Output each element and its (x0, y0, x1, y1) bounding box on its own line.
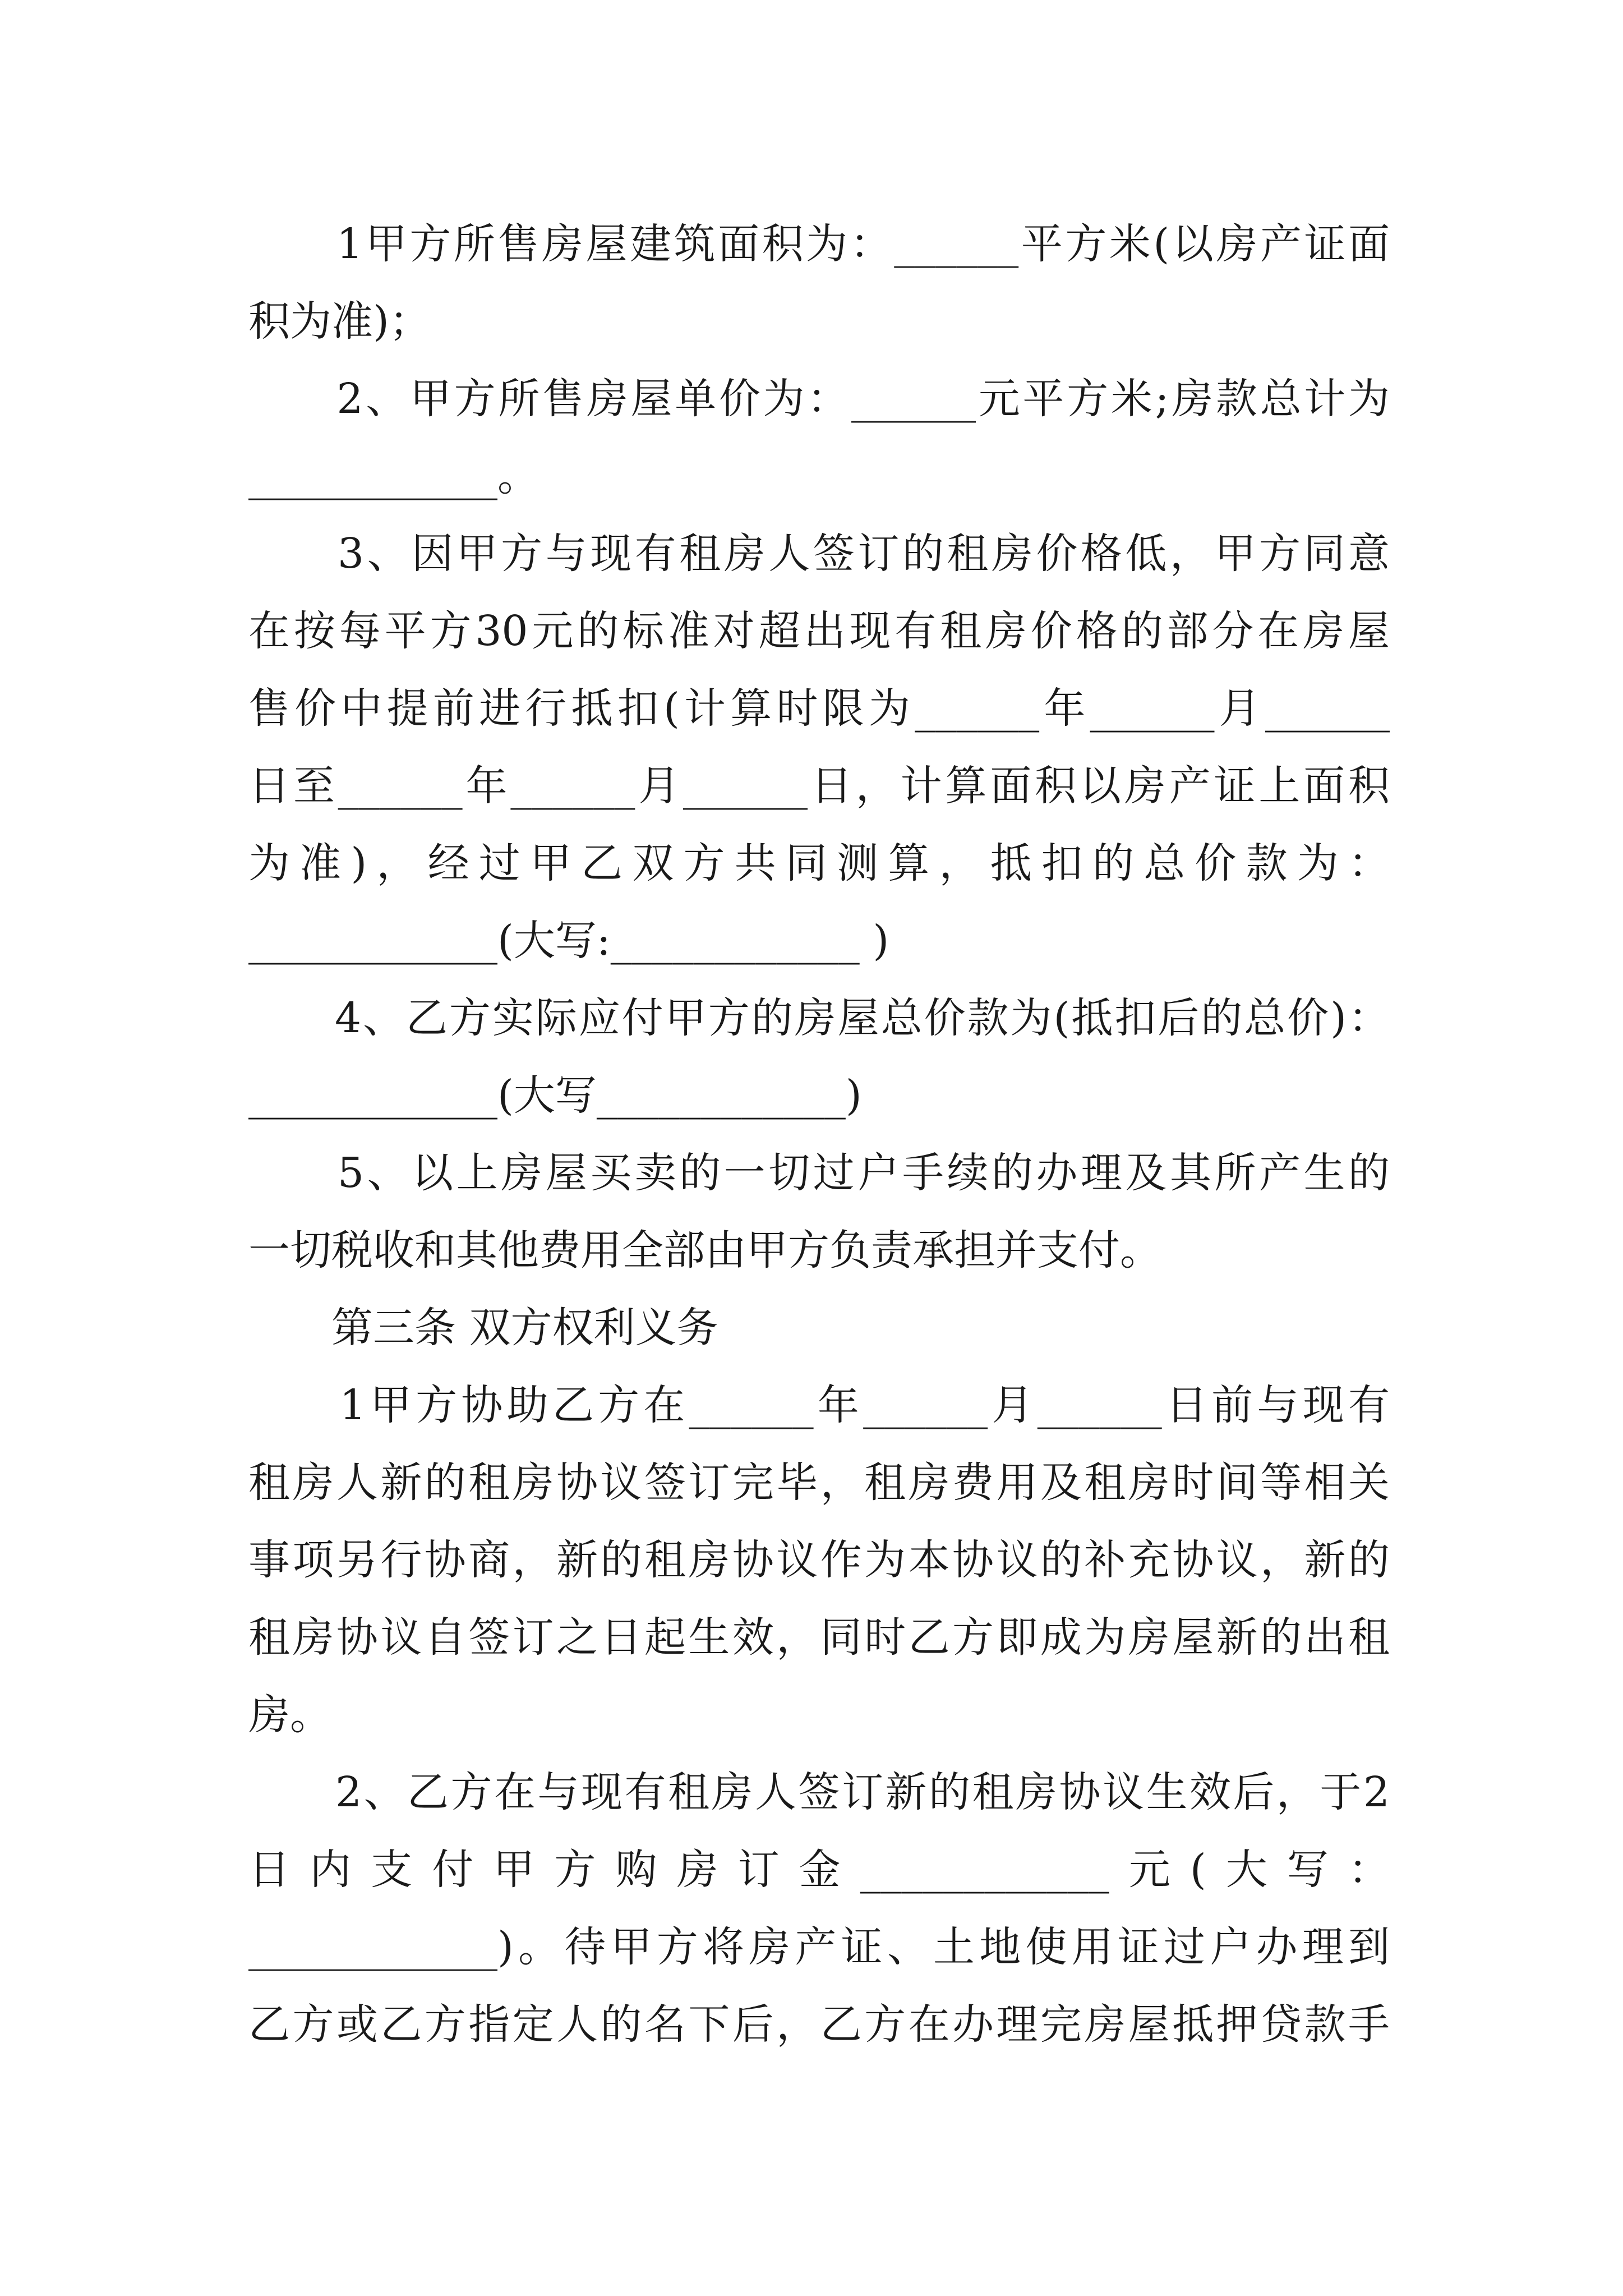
text-line: 租房人新的租房协议签订完毕，租房费用及租房时间等相关 (248, 1458, 1390, 1507)
text-line: 1甲方所售房屋建筑面积为：______平方米(以房产证面 (248, 220, 1390, 268)
text-line: ____________)。待甲方将房产证、土地使用证过户办理到 (248, 1923, 1390, 1971)
text-line: 5、以上房屋买卖的一切过户手续的办理及其所产生的 (248, 1149, 1390, 1197)
text-line: 3、因甲方与现有租房人签订的租房价格低，甲方同意 (248, 530, 1390, 578)
text-line: ____________(大写____________) (248, 1071, 862, 1120)
text-line: 2、甲方所售房屋单价为：______元平方米;房款总计为 (248, 375, 1390, 423)
text-line: 积为准)； (248, 297, 431, 346)
text-line: 为准)，经过甲乙双方共同测算，抵扣的总价款为： (248, 839, 1390, 887)
text-line: 日至______年______月______日，计算面积以房产证上面积 (248, 762, 1390, 810)
text-line: 房。 (248, 1691, 331, 1739)
text-line: 2、乙方在与现有租房人签订新的租房协议生效后，于2 (248, 1768, 1390, 1816)
text-line: 日内支付甲方购房订金____________元(大写： (248, 1846, 1390, 1894)
text-line: ____________。 (248, 452, 539, 500)
text-line: 一切税收和其他费用全部由甲方负责承担并支付。 (248, 1226, 1161, 1274)
text-line: 租房协议自签订之日起生效，同时乙方即成为房屋新的出租 (248, 1613, 1390, 1662)
text-line: 1甲方协助乙方在______年______月______日前与现有 (248, 1381, 1390, 1429)
text-line: 乙方或乙方指定人的名下后，乙方在办理完房屋抵押贷款手 (248, 2000, 1390, 2049)
text-line: 4、乙方实际应付甲方的房屋总价款为(抵扣后的总价)： (248, 994, 1390, 1042)
text-line: ____________(大写:____________ ) (248, 917, 889, 965)
text-line: 在按每平方30元的标准对超出现有租房价格的部分在房屋 (248, 607, 1390, 655)
text-line: 售价中提前进行抵扣(计算时限为______年______月______ (248, 684, 1390, 733)
text-line: 事项另行协商，新的租房协议作为本协议的补充协议，新的 (248, 1536, 1390, 1584)
section-heading: 第三条 双方权利义务 (248, 1304, 718, 1352)
